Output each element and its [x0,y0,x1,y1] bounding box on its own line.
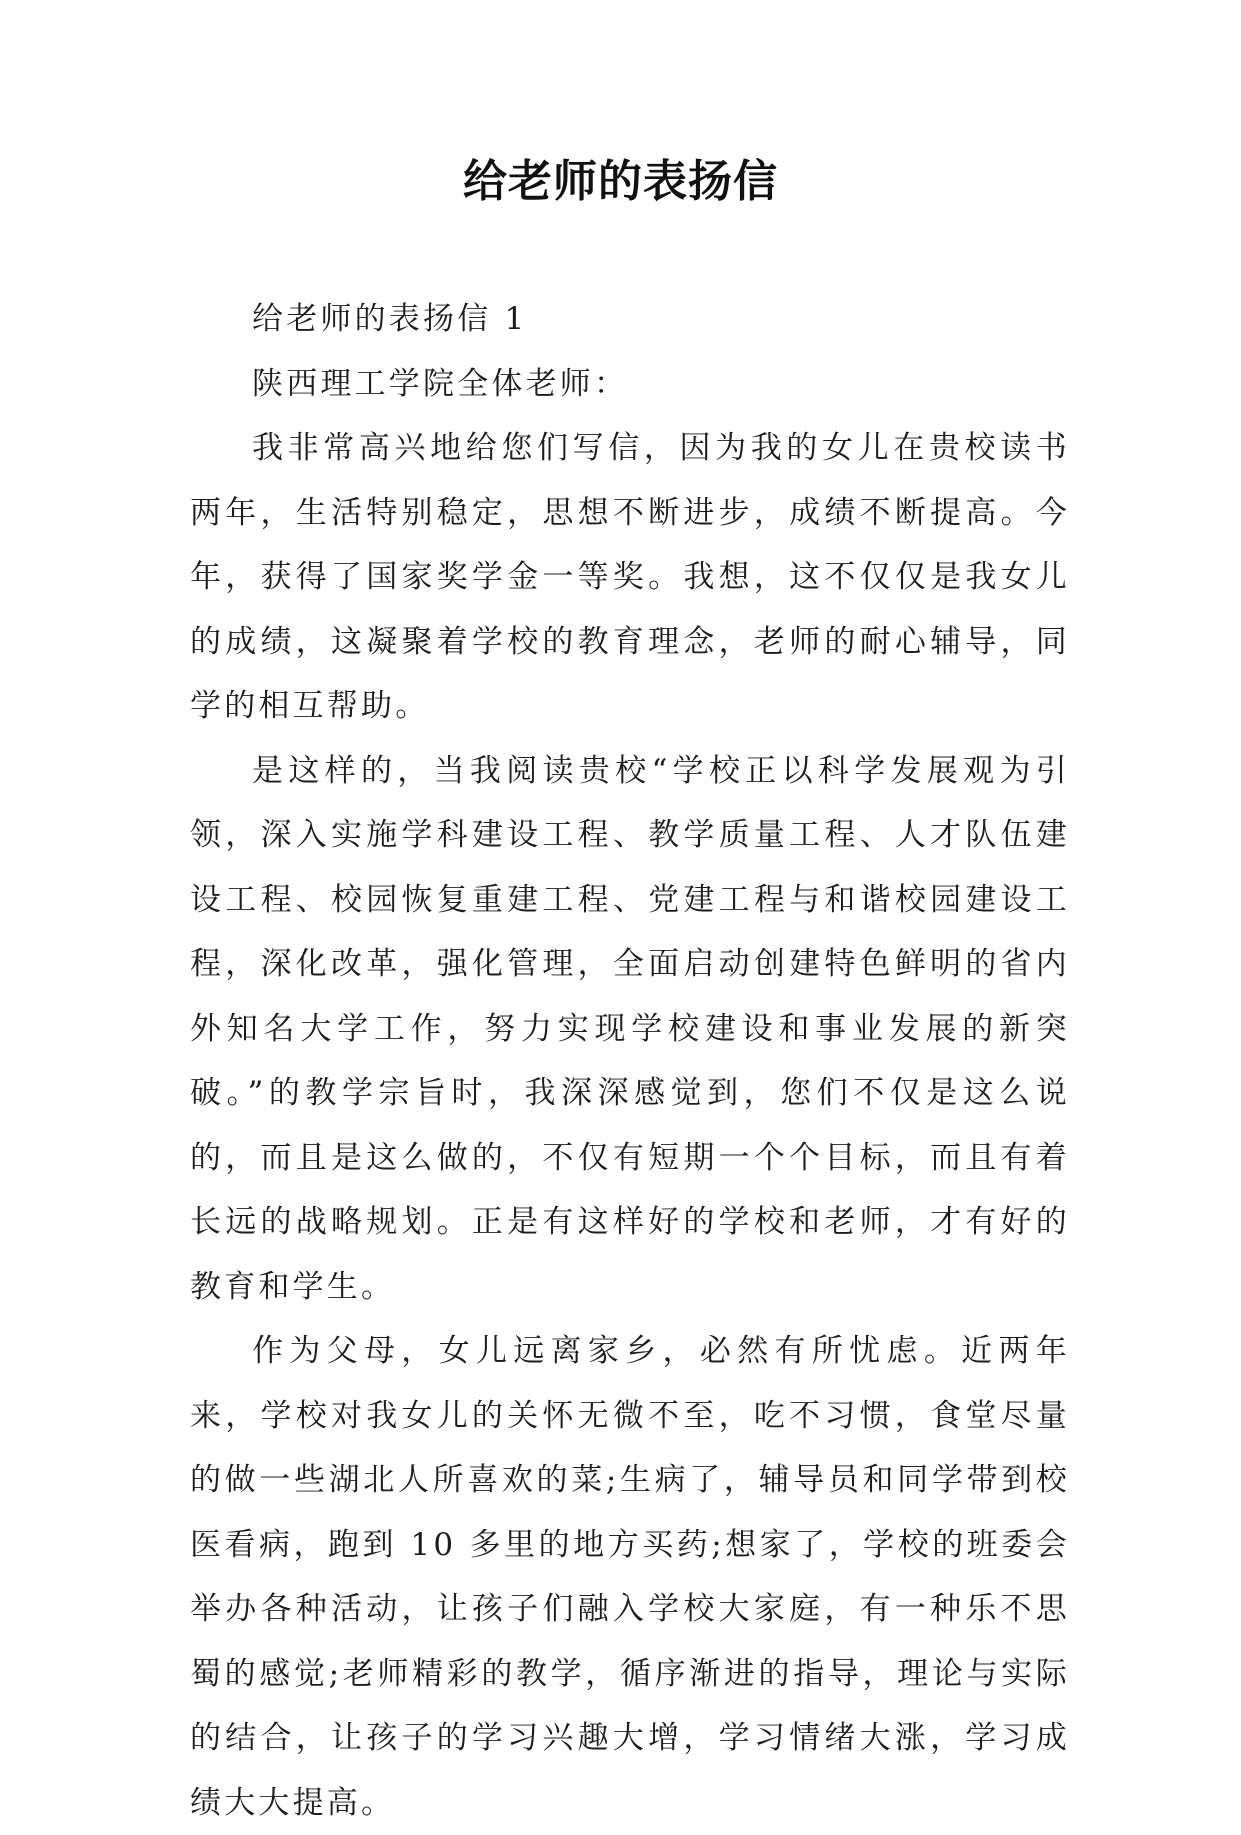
salutation: 陕西理工学院全体老师： [252,365,629,402]
section-heading: 给老师的表扬信 1 [252,301,528,337]
document-title: 给老师的表扬信 [463,156,778,207]
body-paragraph: 是这样的，当我阅读贵校“学校正以科学发展观为引领，深入实施学科建设工程、教学质量工程、人才队伍建设工程、校园恢复重建工程、党建工程与和谐校园建设工程，深化改革，强化管理，全面启动创建特色鲜明的省内外知名大学工作，努力实现学校建设和事业发展的新突破。”的教学宗旨时，我深深感觉到，您们不仅是这么说的，而且是这么做的，不仅有短期一个个目标，而且有着长远的战略规划。正是有这样好的学校和老师，才有好的教育和学生。 [190,752,1070,1305]
document-body [190,287,1070,1835]
body-paragraph: 作为父母，女儿远离家乡，必然有所忧虑。近两年来，学校对我女儿的关怀无微不至，吃不习惯，食堂尽量的做一些湖北人所喜欢的菜;生病了，辅导员和同学带到校医看病，跑到 10 多里的地方买药;想家了，学校的班委会举办各种活动，让孩子们融入学校大家庭，有一种乐不思蜀的感觉;老师精彩的教学，循序渐进的指导，理论与实际的结合，让孩子的学习兴趣大增，学习情绪大涨，学习成绩大大提高。 [190,1333,1070,1821]
body-paragraph: 我非常高兴地给您们写信，因为我的女儿在贵校读书两年，生活特别稳定，思想不断进步，成绩不断提高。今年，获得了国家奖学金一等奖。我想，这不仅仅是我女儿的成绩，这凝聚着学校的教育理念，老师的耐心辅导，同学的相互帮助。 [190,430,1070,724]
